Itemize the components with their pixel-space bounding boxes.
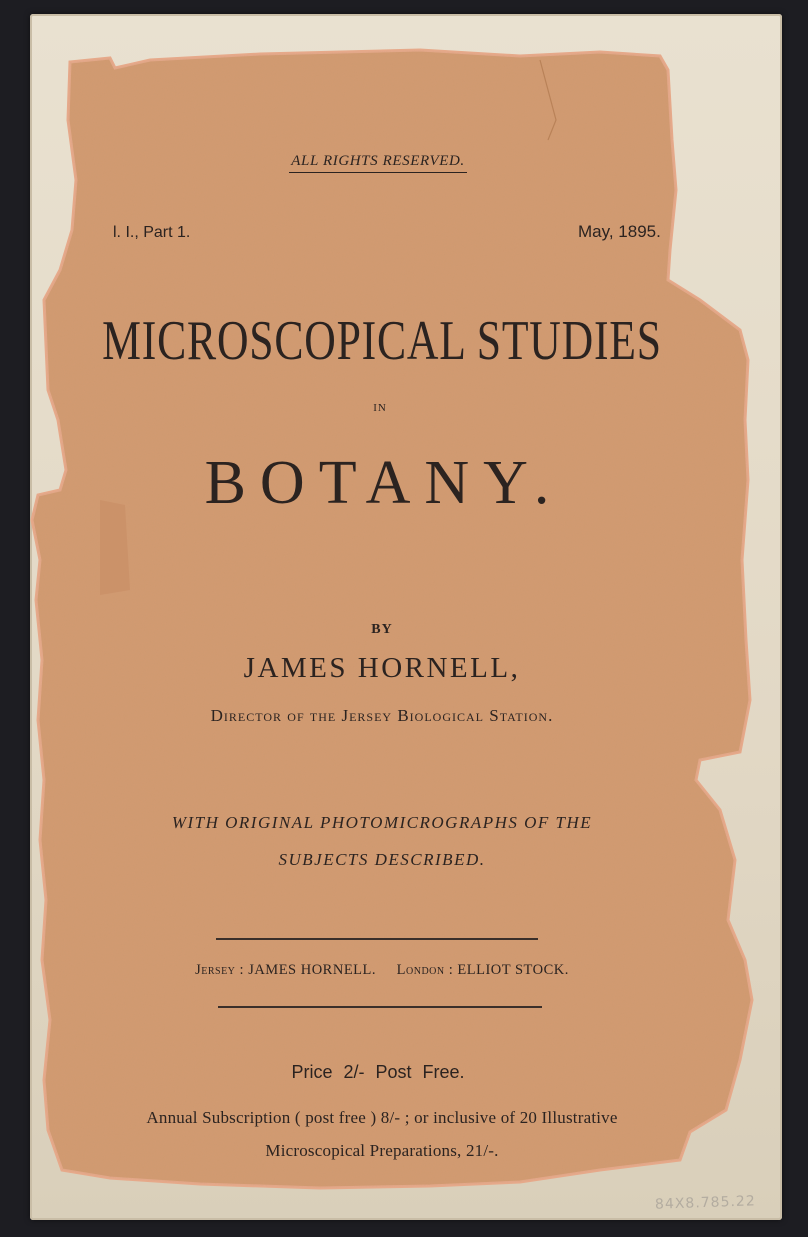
jersey-publisher: JAMES HORNELL. (248, 962, 377, 978)
london-publisher: ELLIOT STOCK. (457, 962, 569, 978)
title-connector: IN (373, 402, 387, 414)
shelfmark-pencil: 84X8.785.22 (655, 1193, 757, 1213)
rights-reserved: ALL RIGHTS RESERVED. (0, 153, 756, 170)
book-subject: BOTANY. (204, 449, 564, 517)
byline-label: BY (371, 622, 393, 637)
issue-date: May, 1895. (578, 222, 661, 241)
jersey-label: Jersey : (195, 962, 245, 978)
subscription-terms: Annual Subscription ( post free ) 8/- ; or inclusive of 20 Illustrative (146, 1108, 618, 1127)
london-label: London : (396, 962, 454, 978)
preparations-price: Microscopical Preparations, 21/-. (265, 1141, 499, 1160)
volume-part: l. I., Part 1. (113, 224, 191, 241)
publishers-line (0, 962, 764, 979)
rule-top (216, 938, 538, 940)
subtitle-line-1: WITH ORIGINAL PHOTOMICROGRAPHS OF THE (171, 813, 593, 832)
author-name: JAMES HORNELL, (243, 652, 521, 684)
subtitle-line-2: SUBJECTS DESCRIBED. (278, 850, 486, 869)
subtitle (0, 804, 764, 878)
author-affiliation: Director of the Jersey Biological Station. (210, 706, 554, 725)
price: Price 2/- Post Free. (291, 1062, 465, 1082)
rule-bottom (218, 1006, 542, 1008)
book-title: MICROSCOPICAL STUDIES (102, 310, 662, 372)
